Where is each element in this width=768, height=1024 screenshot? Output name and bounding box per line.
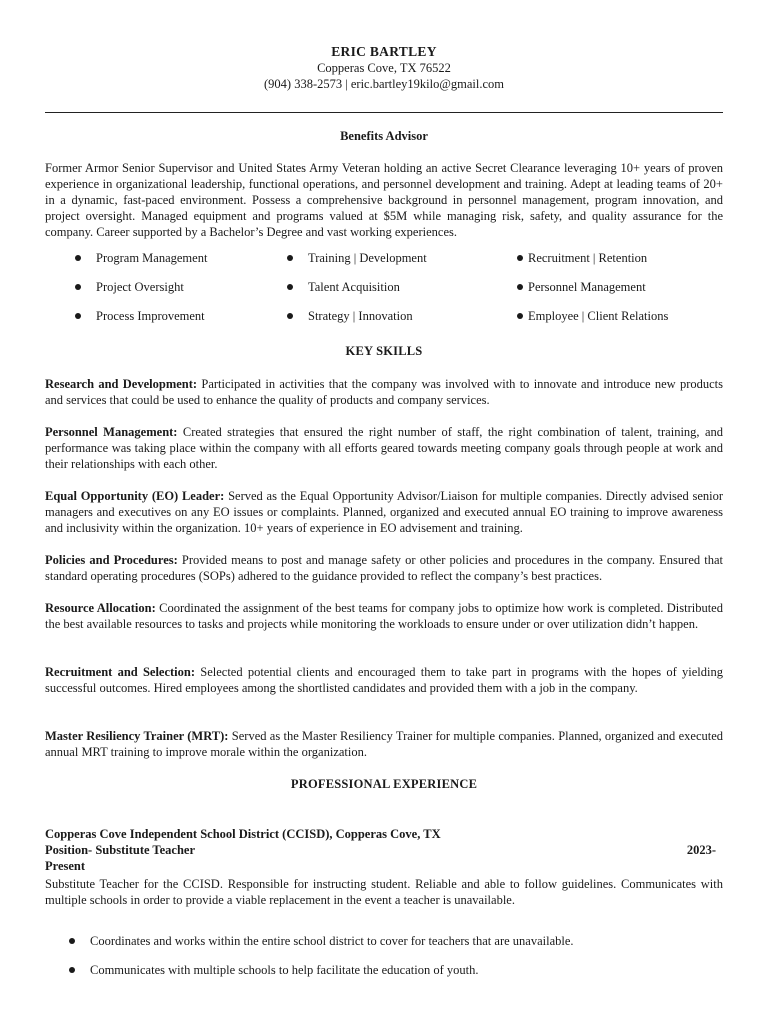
bullet-icon <box>69 938 75 944</box>
key-skills-heading: KEY SKILLS <box>345 344 423 358</box>
competency-item: Strategy | Innovation <box>287 308 413 324</box>
candidate-contact: (904) 338-2573 | eric.bartley19kilo@gmail.com <box>264 77 504 91</box>
skill-paragraph <box>45 664 723 696</box>
skill-paragraph <box>45 600 723 632</box>
bullet-icon <box>517 313 523 319</box>
employer-name: Copperas Cove Independent School District (CCISD), Copperas Cove, TX <box>45 827 441 841</box>
skill-title: Policies and Procedures: <box>45 553 178 567</box>
bullet-icon <box>517 255 523 261</box>
skill-title: Master Resiliency Trainer (MRT): <box>45 729 229 743</box>
job-bullet: Coordinates and works within the entire school district to cover for teachers that are unavailable. <box>69 933 574 949</box>
skill-title: Personnel Management: <box>45 425 178 439</box>
skill-text: Created strategies that ensured the right number of staff, the right combination of talent, training, and performance was taking place within the company with all efforts geared towards meeting company goals through people at work and their relationships with each other. <box>45 425 723 471</box>
skill-paragraph <box>45 728 723 760</box>
skill-text: Selected potential clients and encouraged them to take part in programs with the hopes of yielding successful outcomes. Hired employees among the shortlisted candidates and provided them with a job in the company. <box>45 665 723 695</box>
date-end: Present <box>45 859 86 873</box>
resume-page <box>45 0 724 977</box>
skill-paragraph <box>45 552 723 584</box>
competency-item: Training | Development <box>287 250 427 266</box>
bullet-icon <box>287 255 293 261</box>
skill-paragraph <box>45 376 723 408</box>
skill-paragraph <box>45 488 723 536</box>
skill-text: Coordinated the assignment of the best teams for company jobs to optimize how work is completed. Distributed the best available resources to tasks and projects while monitoring the workloads to ensure under or over utilization didn’t happen. <box>45 601 723 631</box>
experience-heading: PROFESSIONAL EXPERIENCE <box>290 777 478 791</box>
competency-item: Personnel Management <box>517 279 646 295</box>
skill-title: Research and Development: <box>45 377 198 391</box>
job-header <box>45 826 723 874</box>
bullet-icon <box>287 284 293 290</box>
competency-item: Program Management <box>75 250 207 266</box>
bullet-icon <box>517 284 523 290</box>
candidate-name: ERIC BARTLEY <box>331 44 437 59</box>
candidate-location: Copperas Cove, TX 76522 <box>317 61 451 75</box>
competency-item: Talent Acquisition <box>287 279 400 295</box>
target-title: Benefits Advisor <box>340 129 428 143</box>
skill-paragraph <box>45 424 723 472</box>
skill-title: Resource Allocation: <box>45 601 156 615</box>
bullet-icon <box>75 284 81 290</box>
bullet-icon <box>75 313 81 319</box>
skill-title: Recruitment and Selection: <box>45 665 196 679</box>
skill-text: Participated in activities that the company was involved with to innovate and introduce new products and services that could be used to enhance the quality of products and company services. <box>45 377 724 407</box>
bullet-icon <box>287 313 293 319</box>
skill-title: Equal Opportunity (EO) Leader: <box>45 489 225 503</box>
competency-item: Recruitment | Retention <box>517 250 647 266</box>
date-start: 2023- <box>686 843 716 857</box>
competency-item: Project Oversight <box>75 279 184 295</box>
professional-summary: Former Armor Senior Supervisor and United States Army Veteran holding an active Secret Clearance leveraging 10+ years of proven experience in organizational leadership, functional operations, and personnel development and training. Adept at leading teams of 20+ in a dynamic, fast-paced environment. Possess a comprehensive background in personnel management, program innovation, and project oversight. Managed equipment and programs valued at $5M while managing risk, safety, and quality assurance for the company. Career supported by a Bachelor’s Degree and vast working experiences. <box>45 161 723 239</box>
bullet-icon <box>69 967 75 973</box>
competency-item: Process Improvement <box>75 308 205 324</box>
skill-text: Served as the Master Resiliency Trainer for multiple companies. Planned, organized and executed annual MRT training to improve morale within the organization. <box>45 729 724 759</box>
resume-header <box>45 0 723 92</box>
bullet-icon <box>75 255 81 261</box>
position-title: Position- Substitute Teacher <box>45 843 196 857</box>
job-description: Substitute Teacher for the CCISD. Responsible for instructing student. Reliable and able to follow guidelines. Communicates with multiple schools in order to provide a viable replacement in the event a teacher is unavailable. <box>45 877 723 907</box>
job-bullet: Communicates with multiple schools to help facilitate the education of youth. <box>69 962 478 978</box>
competency-item: Employee | Client Relations <box>517 308 668 324</box>
header-divider <box>45 112 723 113</box>
skill-text: Provided means to post and manage safety or other policies and procedures in the company. Ensured that standard operating procedures (SOPs) adhered to the guidance provided to reflect the company’s best practices. <box>45 553 723 583</box>
skill-text: Served as the Equal Opportunity Advisor/Liaison for multiple companies. Directly advised senior managers and executives on any EO issues or complaints. Planned, organized and executed annual EO training to improve awareness and inclusivity within the organization. 10+ years of experience in EO advisement and training. <box>45 489 724 535</box>
